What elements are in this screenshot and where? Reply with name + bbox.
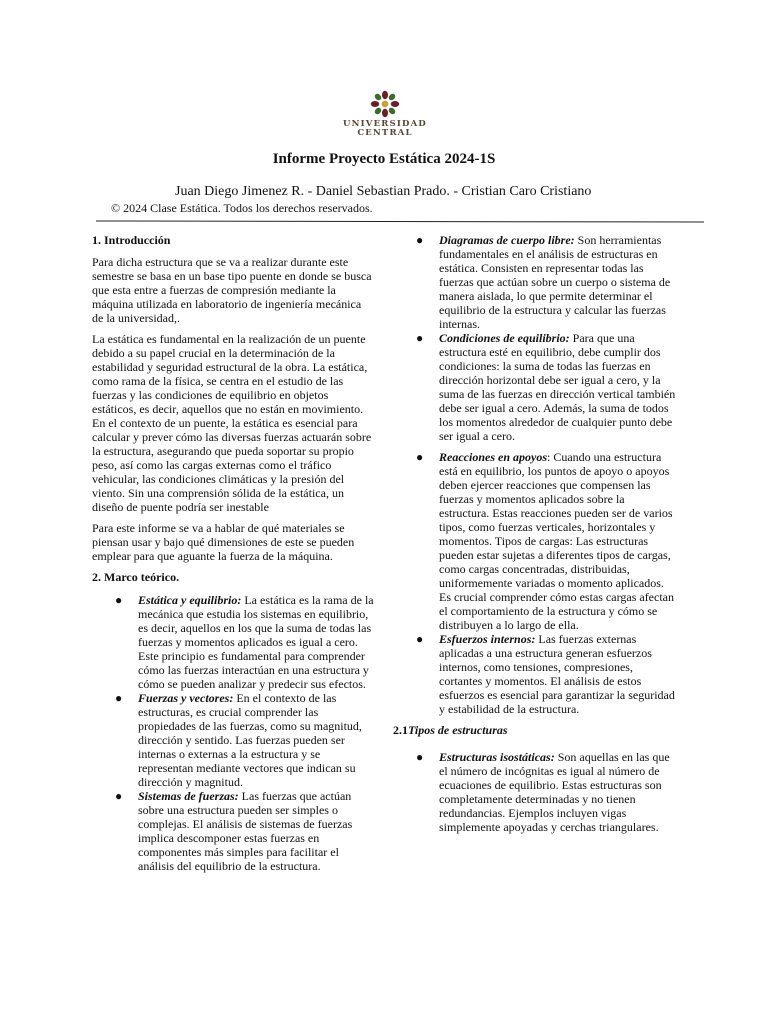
logo-text-line2: CENTRAL	[357, 128, 413, 138]
list-item	[393, 750, 677, 834]
subsection-heading-tipos	[393, 723, 677, 737]
list-item	[92, 593, 374, 691]
bullet-icon: ●	[115, 593, 123, 607]
marco-bullet-list	[92, 593, 374, 873]
authors-line: Juan Diego Jimenez R. - Daniel Sebastian Prado. - Cristian Caro Cristiano	[175, 184, 592, 199]
term-description: Las fuerzas externas aplicadas a una estructura generan esfuerzos internos, como tensiones, compresiones, cortantes y momentos. El análisis de estos esfuerzos es esencial para garantizar la seguridad y estabilidad de la estructura.	[439, 632, 675, 716]
subsection-title: Tipos de estructuras	[408, 723, 508, 737]
bullet-icon: ●	[416, 233, 424, 247]
header-divider	[96, 220, 704, 222]
list-item	[92, 691, 374, 789]
list-item	[393, 632, 677, 716]
list-item	[393, 450, 677, 632]
copyright-line: © 2024 Clase Estática. Todos los derechos reservados.	[111, 201, 373, 215]
intro-paragraph: La estática es fundamental en la realización de un puente debido a su papel crucial en la determinación de la estabilidad y seguridad estructural de la obra. La estática, como rama de la física, se centra en el estudio de las fuerzas y las condiciones de equilibrio en objetos estáticos, es decir, aquellos que no están en movimiento. En el contexto de un puente, la estática es esencial para calcular y prever cómo las diversas fuerzas actuarán sobre la estructura, asegurando que pueda soportar su propio peso, así como las cargas externas como el tráfico vehicular, las condiciones climáticas y la presión del viento. Sin una comprensión sólida de la estática, un diseño de puente podría ser inestable	[92, 332, 372, 514]
section-heading-marco-teorico: 2. Marco teórico.	[92, 570, 180, 584]
university-logo-icon	[370, 90, 400, 118]
list-item	[393, 331, 677, 443]
university-logo	[336, 90, 434, 144]
term-label: Reacciones en apoyos	[439, 450, 547, 464]
section-heading-introduction: 1. Introducción	[92, 233, 171, 247]
term-description: Las fuerzas que actúan sobre una estructura pueden ser simples o complejas. El análisis de sistemas de fuerzas implica descomponer estas fuerzas en componentes más simples para facilitar el análisis del equilibrio de la estructura.	[138, 789, 353, 873]
bullet-icon: ●	[416, 331, 424, 345]
concepts-bullet-list	[393, 233, 677, 716]
term-description: En el contexto de las estructuras, es crucial comprender las propiedades de las fuerzas, como su magnitud, dirección y sentido. Las fuerzas pueden ser internas o externas a la estructura y se representan mediante vectores que indican su dirección y magnitud.	[138, 691, 362, 789]
bullet-icon: ●	[416, 632, 424, 646]
bullet-icon: ●	[115, 789, 123, 803]
term-label: Sistemas de fuerzas:	[138, 789, 239, 803]
term-label: Estática y equilibrio:	[138, 593, 242, 607]
term-label: Fuerzas y vectores:	[138, 691, 234, 705]
term-description: Son herramientas fundamentales en el análisis de estructuras en estática. Consisten en representar todas las fuerzas que actúan sobre un cuerpo o sistema de manera aislada, lo que permite determinar el equilibrio de la estructura y calcular las fuerzas internas.	[439, 233, 671, 331]
term-label: Esfuerzos internos:	[439, 632, 536, 646]
bullet-icon: ●	[416, 750, 424, 764]
term-description: Para que una estructura esté en equilibrio, debe cumplir dos condiciones: la suma de todas las fuerzas en dirección horizontal debe ser igual a cero, y la suma de las fuerzas en dirección vertical también debe ser igual a cero. Además, la suma de todos los momentos alrededor de cualquier punto debe ser igual a cero.	[439, 331, 676, 443]
bullet-icon: ●	[416, 450, 424, 464]
term-label: Diagramas de cuerpo libre:	[439, 233, 575, 247]
term-label: Estructuras isostáticas:	[439, 750, 555, 764]
subsection-number: 2.1	[393, 723, 408, 737]
term-description: : Cuando una estructura está en equilibrio, los puntos de apoyo o apoyos deben ejercer reacciones que compensen las fuerzas y momentos aplicados sobre la estructura. Estas reacciones pueden ser de varios tipos, como fuerzas verticales, horizontales y momentos. Tipos de cargas: Las estructuras pueden estar sujetas a diferentes tipos de cargas, como cargas concentradas, distribuidas, uniformemente variadas o momento aplicados. Es crucial comprender cómo estas cargas afectan el comportamiento de la estructura y cómo se distribuyen a lo largo de ella.	[439, 450, 674, 632]
left-column	[92, 233, 374, 873]
term-description: Son aquellas en las que el número de incógnitas es igual al número de ecuaciones de equilibrio. Estas estructuras son completamente determinadas y no tienen redundancias. Ejemplos incluyen vigas simplemente apoyadas y cerchas triangulares.	[439, 750, 670, 834]
intro-paragraph: Para dicha estructura que se va a realizar durante este semestre se basa en un base tipo puente en donde se busca que esta entre a fuerzas de compresión mediante la máquina utilizada en laboratorio de ingeniería mecánica de la universidad,.	[92, 255, 372, 325]
term-description: La estática es la rama de la mecánica que estudia los sistemas en equilibrio, es decir, aquellos en los que la suma de todas las fuerzas y momentos aplicados es igual a cero. Este principio es fundamental para comprender cómo las fuerzas interactúan en una estructura y cómo se pueden analizar y predecir sus efectos.	[138, 593, 374, 691]
logo-text-line1: UNIVERSIDAD	[343, 119, 427, 129]
document-title: Informe Proyecto Estática 2024-1S	[272, 151, 496, 167]
right-column	[393, 233, 677, 834]
bullet-icon: ●	[115, 691, 123, 705]
types-bullet-list	[393, 750, 677, 834]
list-item	[92, 789, 374, 873]
intro-paragraph: Para este informe se va a hablar de qué materiales se piensan usar y bajo qué dimensiones de este se pueden emplear para que aguante la fuerza de la máquina.	[92, 521, 355, 563]
list-item	[393, 233, 677, 331]
term-label: Condiciones de equilibrio:	[439, 331, 570, 345]
